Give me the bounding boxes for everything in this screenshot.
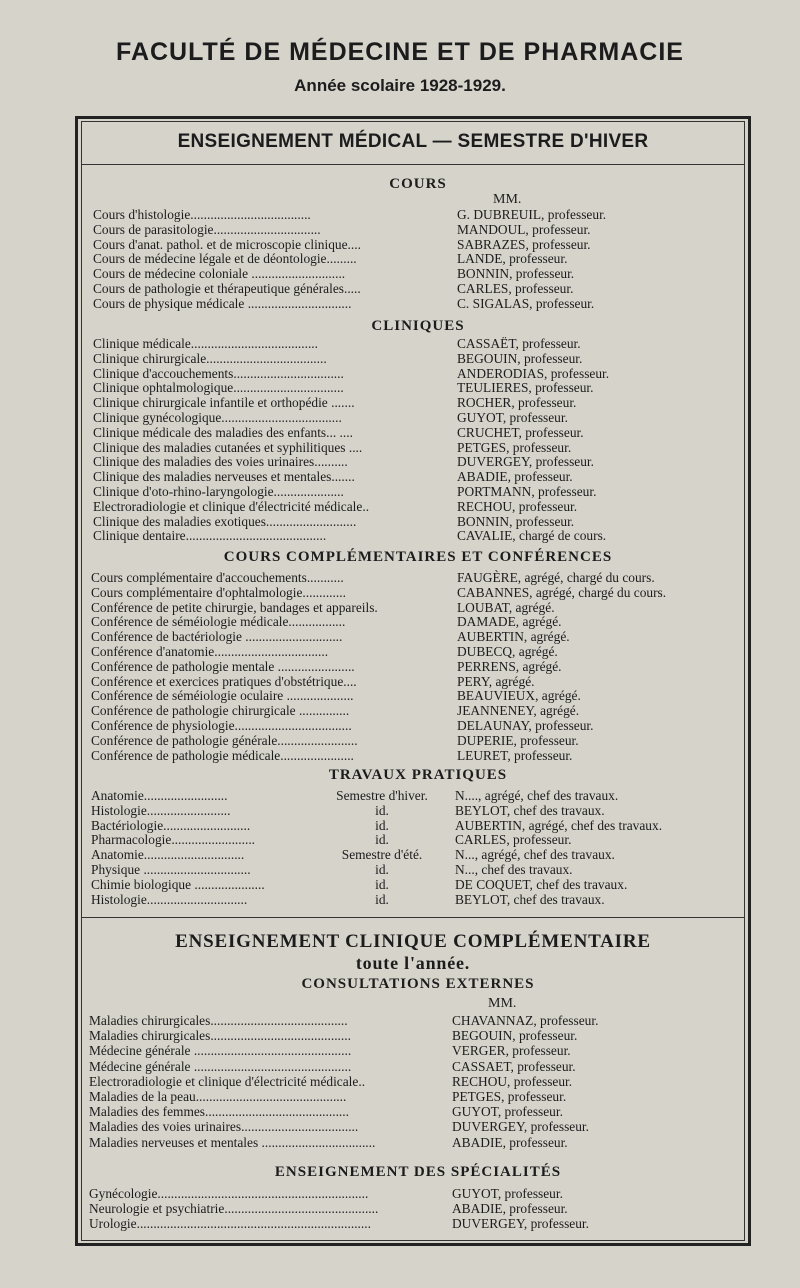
list-item — [91, 644, 745, 659]
subject-label: Conférence de pathologie chirurgicale ............... — [91, 703, 350, 719]
list-item — [91, 803, 745, 818]
list-item — [89, 1104, 745, 1119]
list-item — [89, 1186, 745, 1201]
list-item — [93, 528, 745, 543]
subject-label: Conférence de physiologie................................... — [91, 718, 352, 733]
specialites-heading: ENSEIGNEMENT DES SPÉCIALITÉS — [274, 1164, 562, 1180]
list-item — [93, 425, 745, 440]
list-item — [93, 410, 745, 425]
subject-label: Clinique chirurgicale.................................... — [93, 350, 327, 366]
list-item — [93, 336, 745, 351]
teacher-name: CAVALIE, chargé de cours. — [457, 528, 607, 544]
period-label: id. — [375, 817, 389, 833]
teacher-name: DAMADE, agrégé. — [457, 614, 562, 630]
list-item — [89, 1089, 745, 1104]
teacher-name: C. SIGALAS, professeur. — [457, 295, 595, 311]
subject-label: Médecine générale ............................................... — [89, 1043, 352, 1059]
clinical-section-title: ENSEIGNEMENT CLINIQUE COMPLÉMENTAIRE — [175, 931, 651, 952]
teacher-name: BEGOUIN, professeur. — [452, 1028, 578, 1044]
period-label: id. — [375, 862, 389, 877]
teacher-name: BONNIN, professeur. — [457, 266, 575, 282]
period-label: Semestre d'été. — [341, 847, 423, 863]
subject-label: Anatomie......................... — [91, 788, 228, 803]
list-item — [91, 733, 745, 748]
subject-label: Cours complémentaire d'ophtalmologie............. — [91, 584, 346, 600]
list-item — [93, 366, 745, 381]
subject-label: Clinique des maladies cutanées et syphilitiques .... — [93, 439, 363, 455]
list-item — [93, 237, 745, 252]
subject-label: Histologie.............................. — [91, 891, 248, 907]
teacher-name: AUBERTIN, agrégé. — [457, 629, 570, 645]
subject-label: Maladies chirurgicales.......................................... — [89, 1028, 351, 1044]
teacher-name: ABADIE, professeur. — [457, 469, 573, 485]
subject-label: Maladies chirurgicales......................................... — [89, 1013, 348, 1028]
list-item — [91, 600, 745, 615]
teacher-name: DUVERGEY, professeur. — [457, 454, 594, 470]
teacher-name: LOUBAT, agrégé. — [457, 599, 555, 615]
list-item — [89, 1028, 745, 1043]
list-item — [93, 484, 745, 499]
subject-label: Clinique ophtalmologique................................. — [93, 380, 344, 396]
list-item — [89, 1013, 745, 1028]
teacher-name: PETGES, professeur. — [452, 1089, 567, 1104]
subject-label: Histologie......................... — [91, 802, 231, 818]
subject-label: Conférence d'anatomie.................................. — [91, 644, 329, 659]
list-item — [91, 585, 745, 600]
list-item — [91, 614, 745, 629]
list-item — [91, 703, 745, 718]
period-label: id. — [375, 802, 389, 818]
subject-label: Physique ................................ — [91, 862, 251, 877]
list-item — [93, 440, 745, 455]
list-item — [91, 877, 745, 892]
period-label: id. — [375, 832, 389, 848]
list-item — [93, 207, 745, 222]
subject-label: Maladies des voies urinaires................................... — [89, 1119, 359, 1135]
teacher-name: RECHOU, professeur. — [452, 1073, 573, 1089]
travaux-heading: TRAVAUX PRATIQUES — [328, 767, 508, 783]
subject-label: Clinique médicale des maladies des enfants... .... — [93, 424, 353, 440]
teacher-name: BONNIN, professeur. — [457, 513, 575, 529]
teacher-name: DELAUNAY, professeur. — [457, 718, 594, 733]
clinical-section-subtitle: toute l'année. — [355, 953, 471, 973]
teacher-name: ABADIE, professeur. — [452, 1134, 568, 1150]
subject-label: Anatomie.............................. — [91, 847, 245, 863]
subject-label: Conférence de pathologie générale........................ — [91, 732, 358, 748]
subject-label: Neurologie et psychiatrie.............................................. — [89, 1201, 379, 1217]
teacher-name: BEGOUIN, professeur. — [457, 350, 583, 366]
list-item — [93, 222, 745, 237]
list-item — [93, 251, 745, 266]
list-item — [91, 862, 745, 877]
list-item — [93, 380, 745, 395]
teacher-name: LEURET, professeur. — [457, 747, 573, 763]
list-item — [93, 281, 745, 296]
subject-label: Pharmacologie......................... — [91, 832, 256, 848]
list-item — [91, 629, 745, 644]
teacher-name: N...., agrégé, chef des travaux. — [455, 788, 619, 803]
teacher-name: ANDERODIAS, professeur. — [457, 365, 610, 381]
list-item — [89, 1216, 745, 1231]
teacher-name: GUYOT, professeur. — [457, 410, 568, 425]
teacher-name: TEULIERES, professeur. — [457, 380, 594, 396]
subject-label: Urologie...................................................................... — [89, 1216, 371, 1232]
list-item — [91, 688, 745, 703]
teacher-name: JEANNENEY, agrégé. — [457, 703, 580, 719]
school-year: Année scolaire 1928-1929. — [294, 76, 506, 95]
teacher-name: FAUGÈRE, agrégé, chargé du cours. — [457, 570, 655, 585]
list-item — [91, 718, 745, 733]
teacher-name: PETGES, professeur. — [457, 439, 572, 455]
subject-label: Clinique gynécologique.................................... — [93, 410, 342, 425]
page-title: FACULTÉ DE MÉDECINE ET DE PHARMACIE — [116, 38, 684, 66]
subject-label: Conférence de bactériologie ............................. — [91, 629, 343, 645]
subject-label: Cours de pathologie et thérapeutique générales..... — [93, 281, 361, 296]
subject-label: Cours d'histologie.................................... — [93, 207, 311, 222]
mm-label: MM. — [493, 192, 522, 207]
teacher-name: DE COQUET, chef des travaux. — [455, 876, 628, 892]
list-item — [91, 847, 745, 862]
teacher-name: CRUCHET, professeur. — [457, 424, 584, 440]
list-item — [93, 266, 745, 281]
teacher-name: VERGER, professeur. — [452, 1043, 571, 1059]
teacher-name: BEYLOT, chef des travaux. — [455, 891, 605, 907]
subject-label: Conférence de séméiologie oculaire .................... — [91, 688, 354, 704]
period-label: id. — [375, 891, 389, 907]
subject-label: Cours de physique médicale ............................... — [93, 295, 352, 311]
list-item — [93, 296, 745, 311]
teacher-name: PERRENS, agrégé. — [457, 658, 562, 674]
complementaires-heading: COURS COMPLÉMENTAIRES ET CONFÉRENCES — [223, 549, 613, 565]
subject-label: Electroradiologie et clinique d'électricité médicale.. — [93, 498, 370, 514]
teacher-name: CASSAËT, professeur. — [457, 336, 581, 351]
divider — [81, 917, 745, 918]
list-item — [89, 1119, 745, 1134]
list-item — [91, 674, 745, 689]
period-label: id. — [375, 876, 389, 892]
list-item — [91, 832, 745, 847]
teacher-name: DUVERGEY, professeur. — [452, 1216, 589, 1232]
subject-label: Clinique d'accouchements................................. — [93, 365, 344, 381]
teacher-name: ABADIE, professeur. — [452, 1201, 568, 1217]
subject-label: Clinique des maladies nerveuses et mentales....... — [93, 469, 355, 485]
teacher-name: BEYLOT, chef des travaux. — [455, 802, 605, 818]
list-item — [91, 818, 745, 833]
teacher-name: CABANNES, agrégé, chargé du cours. — [457, 584, 667, 600]
subject-label: Cours complémentaire d'accouchements........... — [91, 570, 344, 585]
subject-label: Conférence de séméiologie médicale................. — [91, 614, 346, 630]
subject-label: Electroradiologie et clinique d'électricité médicale.. — [89, 1073, 366, 1089]
teacher-name: AUBERTIN, agrégé, chef des travaux. — [455, 817, 663, 833]
teacher-name: RECHOU, professeur. — [457, 498, 578, 514]
list-item — [91, 892, 745, 907]
divider — [81, 164, 745, 165]
teacher-name: DUPERIE, professeur. — [457, 732, 579, 748]
list-item — [89, 1135, 745, 1150]
list-item — [91, 788, 745, 803]
list-item — [89, 1074, 745, 1089]
subject-label: Clinique dentaire.......................................... — [93, 528, 327, 544]
subject-label: Maladies de la peau............................................. — [89, 1089, 347, 1104]
subject-label: Clinique des maladies exotiques........................... — [93, 513, 357, 529]
subject-label: Conférence de pathologie médicale...................... — [91, 747, 354, 763]
teacher-name: CARLES, professeur. — [455, 832, 572, 848]
list-item — [89, 1059, 745, 1074]
list-item — [93, 499, 745, 514]
consultations-heading: CONSULTATIONS EXTERNES — [301, 976, 535, 992]
teacher-name: PORTMANN, professeur. — [457, 484, 597, 499]
subject-label: Conférence de pathologie mentale ....................... — [91, 658, 355, 674]
cours-heading: COURS — [389, 176, 447, 192]
subject-label: Chimie biologique ..................... — [91, 876, 265, 892]
teacher-name: DUVERGEY, professeur. — [452, 1119, 589, 1135]
teacher-name: ROCHER, professeur. — [457, 395, 577, 411]
period-label: Semestre d'hiver. — [336, 788, 428, 803]
teacher-name: SABRAZES, professeur. — [457, 236, 591, 252]
subject-label: Conférence de petite chirurgie, bandages et appareils. — [91, 599, 378, 615]
subject-label: Conférence et exercices pratiques d'obstétrique.... — [91, 673, 357, 689]
teacher-name: GUYOT, professeur. — [452, 1104, 563, 1120]
subject-label: Maladies des femmes........................................... — [89, 1104, 349, 1120]
teacher-name: DUBECQ, agrégé. — [457, 644, 558, 659]
list-item — [89, 1043, 745, 1058]
list-item — [93, 514, 745, 529]
medical-section-title: ENSEIGNEMENT MÉDICAL — SEMESTRE D'HIVER — [177, 131, 649, 152]
list-item — [91, 748, 745, 763]
subject-label: Bactériologie.......................... — [91, 817, 251, 833]
list-item — [91, 570, 745, 585]
teacher-name: CARLES, professeur. — [457, 281, 574, 296]
subject-label: Clinique des maladies des voies urinaires.......... — [93, 454, 348, 470]
subject-label: Maladies nerveuses et mentales .................................. — [89, 1134, 376, 1150]
list-item — [93, 469, 745, 484]
teacher-name: CASSAET, professeur. — [452, 1058, 576, 1074]
list-item — [93, 454, 745, 469]
subject-label: Gynécologie............................................................... — [89, 1186, 369, 1201]
subject-label: Clinique d'oto-rhino-laryngologie..................... — [93, 484, 344, 499]
list-item — [93, 351, 745, 366]
list-item — [89, 1201, 745, 1216]
teacher-name: N..., agrégé, chef des travaux. — [455, 847, 615, 863]
teacher-name: GUYOT, professeur. — [452, 1186, 563, 1201]
cliniques-heading: CLINIQUES — [371, 318, 465, 334]
subject-label: Cours d'anat. pathol. et de microscopie clinique.... — [93, 236, 361, 252]
subject-label: Clinique chirurgicale infantile et orthopédie ....... — [93, 395, 355, 411]
mm-label: MM. — [488, 996, 517, 1011]
teacher-name: LANDE, professeur. — [457, 251, 568, 267]
teacher-name: BEAUVIEUX, agrégé. — [457, 688, 581, 704]
teacher-name: CHAVANNAZ, professeur. — [452, 1013, 599, 1028]
subject-label: Cours de parasitologie................................ — [93, 221, 321, 237]
subject-label: Clinique médicale...................................... — [93, 336, 319, 351]
teacher-name: MANDOUL, professeur. — [457, 221, 591, 237]
list-item — [93, 395, 745, 410]
subject-label: Médecine générale ............................................... — [89, 1058, 352, 1074]
teacher-name: N..., chef des travaux. — [455, 862, 573, 877]
teacher-name: G. DUBREUIL, professeur. — [457, 207, 607, 222]
list-item — [91, 659, 745, 674]
subject-label: Cours de médecine coloniale ............................ — [93, 266, 346, 282]
teacher-name: PERY, agrégé. — [457, 673, 535, 689]
subject-label: Cours de médecine légale et de déontologie......... — [93, 251, 357, 267]
